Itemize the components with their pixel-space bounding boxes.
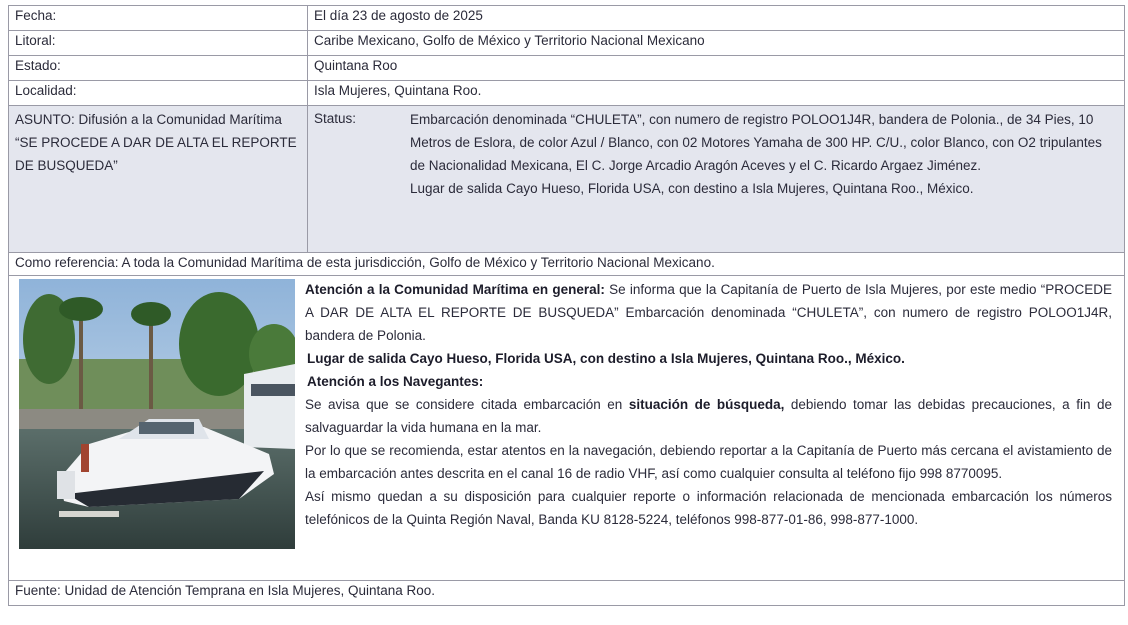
- referencia-cell: [9, 253, 1125, 276]
- community-attention-label: Atención a la Comunidad Marítima en general:: [305, 282, 605, 297]
- asunto-label: ASUNTO: Difusión a la Comunidad Marítima “SE PROCEDE A DAR DE ALTA EL REPORTE DE BUSQUEDA”: [9, 106, 308, 253]
- referencia-label: Como referencia:: [15, 255, 119, 270]
- notice-body: [299, 278, 1118, 549]
- litoral-label: Litoral:: [9, 31, 308, 56]
- main-cell: [9, 276, 1125, 581]
- notice-paragraph-1: [305, 278, 1112, 347]
- fecha-label: Fecha:: [9, 6, 308, 31]
- status-route: Lugar de salida Cayo Hueso, Florida USA, con destino a Isla Mujeres, Quintana Roo., México.: [410, 181, 974, 196]
- row-asunto: [9, 106, 1125, 253]
- localidad-label: Localidad:: [9, 81, 308, 106]
- search-text-a: Se avisa que se considere citada embarcación en: [305, 397, 629, 412]
- search-text-c: debiendo tomar las debidas precauciones, a fin de salvaguardar la vida humana en la mar.: [305, 397, 1112, 435]
- community-attention-text: Se informa que la Capitanía de Puerto de Isla Mujeres, por este medio “PROCEDE A DAR DE ALTA EL REPORTE DE BUSQUEDA” Embarcación denominada “CHULETA”, con numero de registro POLOO1J4R, bandera de Polonia.: [305, 282, 1112, 343]
- fuente-text: Unidad de Atención Temprana en Isla Mujeres, Quintana Roo.: [60, 583, 436, 598]
- row-referencia: [9, 253, 1125, 276]
- status-label: Status:: [314, 111, 357, 126]
- row-litoral: [9, 31, 1125, 56]
- estado-label: Estado:: [9, 56, 308, 81]
- row-main: [9, 276, 1125, 581]
- search-status-emphasis: situación de búsqueda,: [628, 397, 785, 412]
- boat-photo: [19, 279, 295, 549]
- fuente-label: Fuente:: [15, 583, 61, 598]
- status-cell: [308, 106, 1125, 253]
- estado-value: Quintana Roo: [308, 56, 1125, 81]
- row-fecha: [9, 6, 1125, 31]
- row-estado: [9, 56, 1125, 81]
- report-document: [8, 5, 1125, 606]
- notice-paragraph-contacts: Así mismo quedan a su disposición para cualquier reporte o información relacionada de mencionada embarcación los números telefónicos de la Quinta Región Naval, Banda KU 8128-5224, teléfonos 998-877-01-86, 998-877-1000.: [305, 489, 1112, 527]
- litoral-value: Caribe Mexicano, Golfo de México y Territorio Nacional Mexicano: [308, 31, 1125, 56]
- notice-paragraph-recommendation: Por lo que se recomienda, estar atentos en la navegación, debiendo reportar a la Capitanía de Puerto más cercana el avistamiento de la embarcación antes descrita en el canal 16 de radio VHF, así como cualquier consulta al teléfono fijo 998 8770095.: [305, 443, 1112, 481]
- fecha-value: El día 23 de agosto de 2025: [308, 6, 1125, 31]
- row-localidad: [9, 81, 1125, 106]
- referencia-text: A toda la Comunidad Marítima de esta jurisdicción, Golfo de México y Territorio Nacional Mexicano.: [118, 255, 715, 270]
- navigators-heading: Atención a los Navegantes:: [307, 374, 484, 389]
- departure-route: Lugar de salida Cayo Hueso, Florida USA, con destino a Isla Mujeres, Quintana Roo., México.: [307, 351, 905, 366]
- localidad-value: Isla Mujeres, Quintana Roo.: [308, 81, 1125, 106]
- status-text-block: [410, 108, 1118, 200]
- status-description: Embarcación denominada “CHULETA”, con numero de registro POLOO1J4R, bandera de Polonia., de 34 Pies, 10 Metros de Eslora, de color Azul / Blanco, con 02 Motores Yamaha de 300 HP. C/U., color Blanco, con O2 tripulantes de Nacionalidad Mexicana, El C. Jorge Arcadio Aragón Aceves y el C. Ricardo Argaez Jiménez.: [410, 112, 1102, 173]
- report-table: [8, 5, 1125, 606]
- notice-paragraph-search: [305, 393, 1112, 439]
- row-fuente: [9, 581, 1125, 606]
- fuente-cell: [9, 581, 1125, 606]
